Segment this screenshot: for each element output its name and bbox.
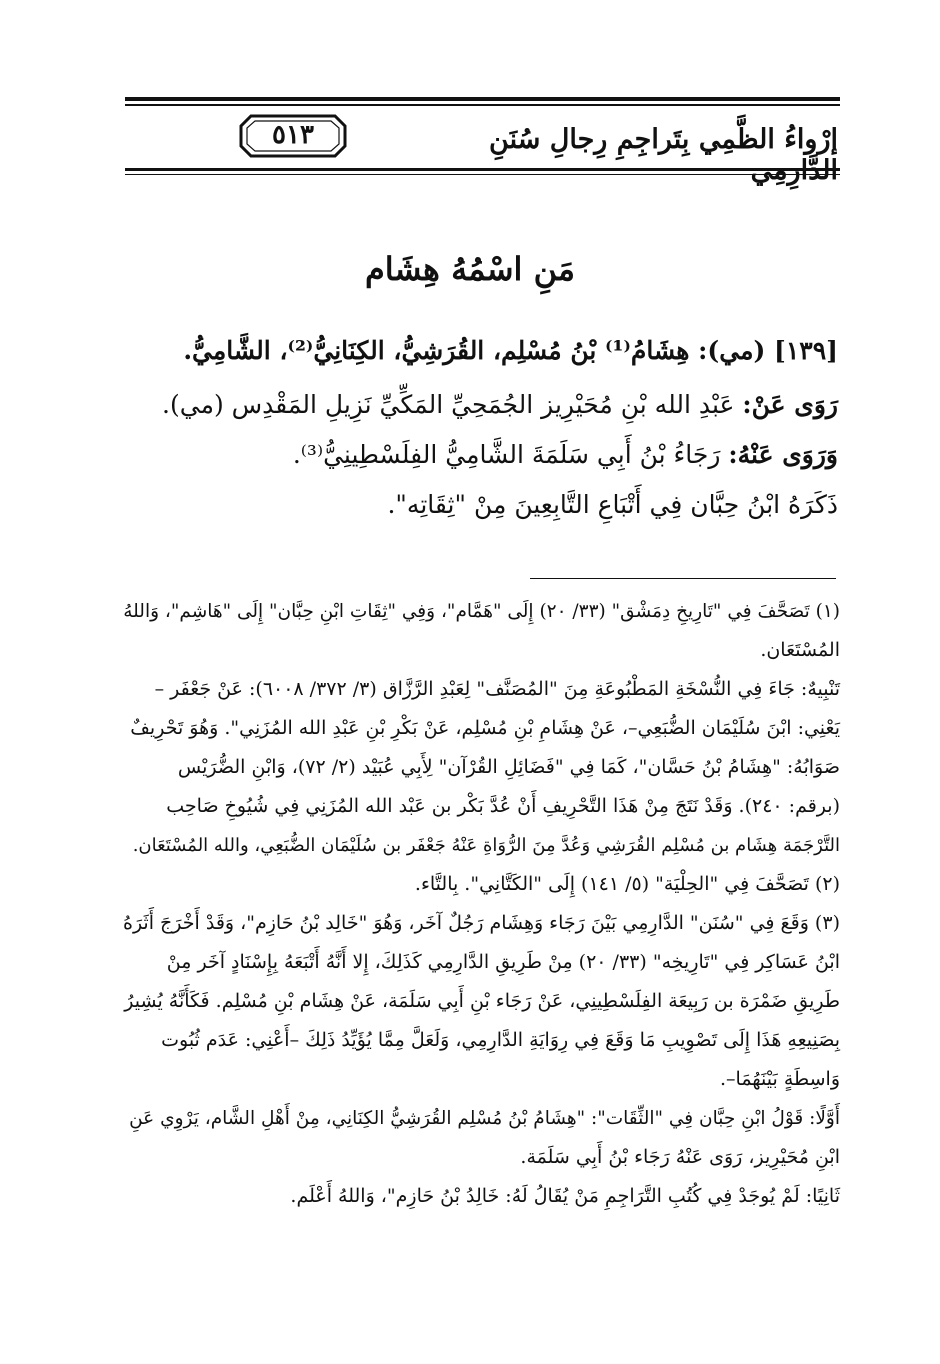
book-title: إرْواءُ الظَّمِي بِتَراجِمِ رِجالِ سُنَنِ — [489, 124, 838, 155]
footnote-line: التَّرْجَمَة هِشَام بن مُسْلِم القُرَشِي وَعُدَّ مِنَ الرُّوَاةِ عَنْهُ جَعْفَر بن سُلَيْمَان الضُّبَعِي، والله المُسْتَعَان. — [132, 835, 840, 856]
narration-text: ذَكَرَهُ ابْنُ حِبَّان فِي أَتْبَاعِ التَّابِعِينَ مِنْ "ثِقَاتِه". — [387, 490, 838, 519]
footnote-line: تَنْبِيهٌ: جَاءَ فِي النُّسْخَةِ المَطْبُوعَةِ مِنَ "المُصَنَّف" لِعَبْدِ الرَّزَّاق (٣/ ٣٧٢/ ٦٠٠٨): عَنْ جَعْفَر – — [154, 678, 840, 700]
footnote-line: صَوَابُهُ: "هِشَامُ بْنُ حَسَّان"، كَمَا فِي "فَضَائِلِ القُرْآن" لِأَبِي عُبَيْد (٢/ ٧٢)، وَابْنِ الضُّرَيْس — [177, 756, 840, 778]
header-rule — [125, 174, 840, 175]
entry-text: (مي): هِشَامُ⁽¹⁾ بْنُ مُسْلِم، القُرَشِيُّ، الكِنَانِيُّ⁽²⁾، الشَّامِيُّ. — [183, 336, 766, 365]
header-rule — [125, 97, 840, 101]
footnote-line: طَرِيقِ ضَمْرَة بن رَبِيعَة الفِلَسْطِينِي، عَنْ رَجَاء بْنِ أَبِي سَلَمَة، عَنْ هِشَام بْنِ مُسْلِم. فَكَأَنَّهُ يُشِيرُ — [124, 990, 840, 1012]
footnote-line: بِصَنِيعِهِ هَذَا إِلَى تَصْوِيبِ مَا وَقَعَ فِي رِوَايَةِ الدَّارِمِي، وَلَعَلَّ مِمَّا يُؤَيِّدُ ذَلِكَ –أَعْنِي: عَدَم ثُبُوت — [161, 1029, 840, 1051]
footnote-line: ثَانِيًا: لَمْ يُوجَدْ فِي كُتُبِ التَّرَاجِمِ مَنْ يُقَالُ لَهُ: خَالِدُ بْنُ حَازِم"، وَاللهُ أَعْلَم. — [290, 1185, 840, 1207]
footnote-line: ابْنُ عَسَاكِر فِي "تَارِيخِه" (٣٣/ ٢٠) مِنْ طَرِيقِ الدَّارِمِي كَذَلِكَ، إِلا أَنَّهُ أَتْبَعَهُ بِإِسْنَادٍ آخَر مِنْ — [166, 951, 840, 973]
entry-number: [١٣٩] — [774, 336, 838, 365]
narration-text: رَجَاءُ بْنُ أَبِي سَلَمَةَ الشَّامِيُّ الفِلَسْطِينِيُّ⁽³⁾. — [292, 440, 729, 469]
footnote-line: (٢) تَصَحَّفَ فِي "الحِلْيَة" (٥/ ١٤١) إِلَى "الكَتَّانِي". بِالتَّاء. — [414, 873, 840, 895]
footnotes — [120, 592, 840, 1216]
narration-text: عَبْدِ الله بْنِ مُحَيْرِيز الجُمَحِيِّ المَكِّيِّ نَزِيلِ المَقْدِس (مي). — [162, 390, 743, 419]
header-rule — [125, 104, 840, 106]
section-heading: مَنِ اسْمُهُ هِشَام — [364, 250, 576, 288]
footnote-line: (برقم: ٢٤٠). وَقَدْ نَتَجَ مِنْ هَذَا التَّحْرِيفِ أَنْ عُدَّ بَكْر بن عَبْد الله المُزَنِي فِي شُيُوخِ صَاحِب — [166, 795, 840, 817]
narration-label: رَوَى عَنْ: — [742, 390, 838, 419]
footnote-line: (١) تَصَحَّفَ فِي "تَارِيخِ دِمَشْق" (٣٣/ ٢٠) إِلَى "هَمَّام"، وَفِي "ثِقَاتِ ابْنِ حِبَّان" إِلَى "هَاشِم"، وَاللهُ — [123, 601, 840, 622]
footnote-separator — [530, 578, 836, 579]
footnote-line: (٣) وَقَعَ فِي "سُنَن" الدَّارِمِي بَيْنَ رَجَاء وَهِشَام رَجُلٌ آخَر، وَهُوَ "خَالِد بْنُ حَازِم"، وَقَدْ أَخْرَجَ أَثَرَهُ — [122, 912, 840, 934]
footnote-line: أَوَّلًا: قَوْلُ ابْنِ حِبَّان فِي "الثِّقَات": "هِشَامُ بْنُ مُسْلِم القُرَشِيُّ الكِنَانِي، مِنْ أَهْلِ الشَّام، يَرْوِي عَنِ — [129, 1108, 840, 1129]
page-number-badge — [237, 113, 349, 159]
narration-line — [98, 430, 838, 480]
entry-body — [98, 380, 838, 530]
narration-line — [98, 480, 838, 530]
footnote-line: المُسْتَعَان. — [760, 639, 840, 661]
header-rule — [125, 168, 840, 171]
footnote-line: ابْنِ مُحَيْرِيز، رَوَى عَنْهُ رَجَاء بْنُ أَبِي سَلَمَة. — [520, 1146, 840, 1168]
narration-line — [98, 380, 838, 430]
footnote-line: يَعْنِي: ابْنَ سُلَيْمَان الضُّبَعِي–، عَنْ هِشَامِ بْنِ مُسْلِم، عَنْ بَكْرِ بْنِ عَبْدِ الله المُزَنِي". وَهُوَ تَحْرِيفٌ — [130, 717, 840, 739]
entry-heading — [98, 326, 838, 376]
page-number: ٥١٣ — [272, 120, 314, 150]
narration-label: وَرَوَى عَنْهُ: — [728, 440, 838, 469]
footnote-line: وَاسِطَةٍ بَيْنَهُمَا–. — [719, 1068, 840, 1090]
